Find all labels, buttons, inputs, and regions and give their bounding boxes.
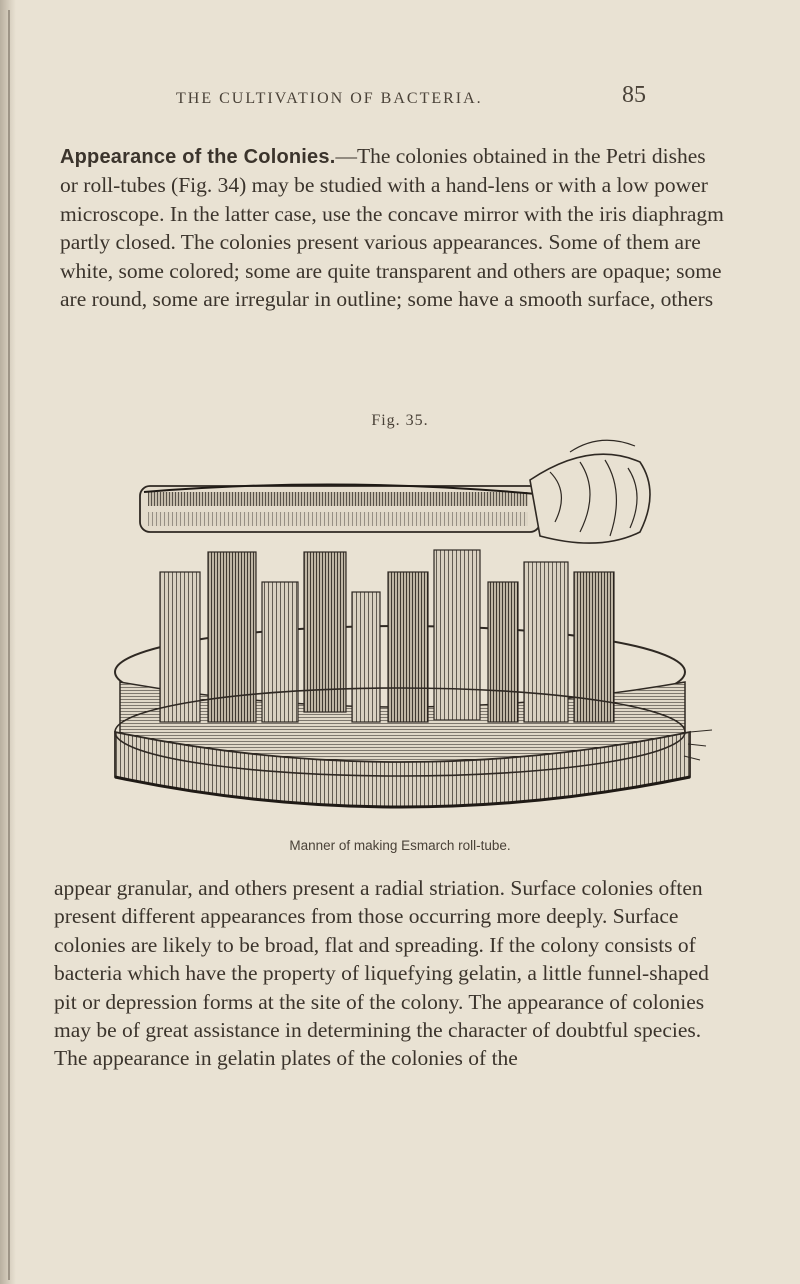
binding-edge (8, 10, 10, 1280)
paragraph-appearance-of-colonies (60, 142, 728, 313)
page-header (0, 82, 800, 122)
paragraph-text: —The colonies obtained in the Petri dishes or roll-tubes (Fig. 34) may be studied with a hand-lens or with a low power microscope. In the latter case, use the concave mirror with the iris diaphragm partly closed. The colonies present various appearances. Some of them are white, some colored; some are quite transparent and others are opaque; some are round, some are irregular in outline; some have a smooth surface, others (60, 144, 724, 312)
figure-illustration-roll-tube (100, 432, 720, 828)
figure-caption: Manner of making Esmarch roll-tube. (289, 838, 511, 853)
figure-label: Fig. 35. (371, 412, 429, 429)
running-head: THE CULTIVATION OF BACTERIA. (176, 90, 483, 107)
paragraph-continuation: appear granular, and others present a radial striation. Surface colonies often present different appearances from those occurring more deeply. Surface colonies are likely to be broad, flat and spreading. If the colony consists of bacteria which have the property of liquefying gelatin, a little funnel-shaped pit or depression forms at the site of the colony. The appearance of colonies may be of great assistance in determining the character of doubtful species. The appearance in gelatin plates of the colonies of the (54, 876, 709, 1071)
paragraph-heading: Appearance of the Colonies. (60, 146, 336, 168)
page-number: 85 (622, 82, 646, 108)
